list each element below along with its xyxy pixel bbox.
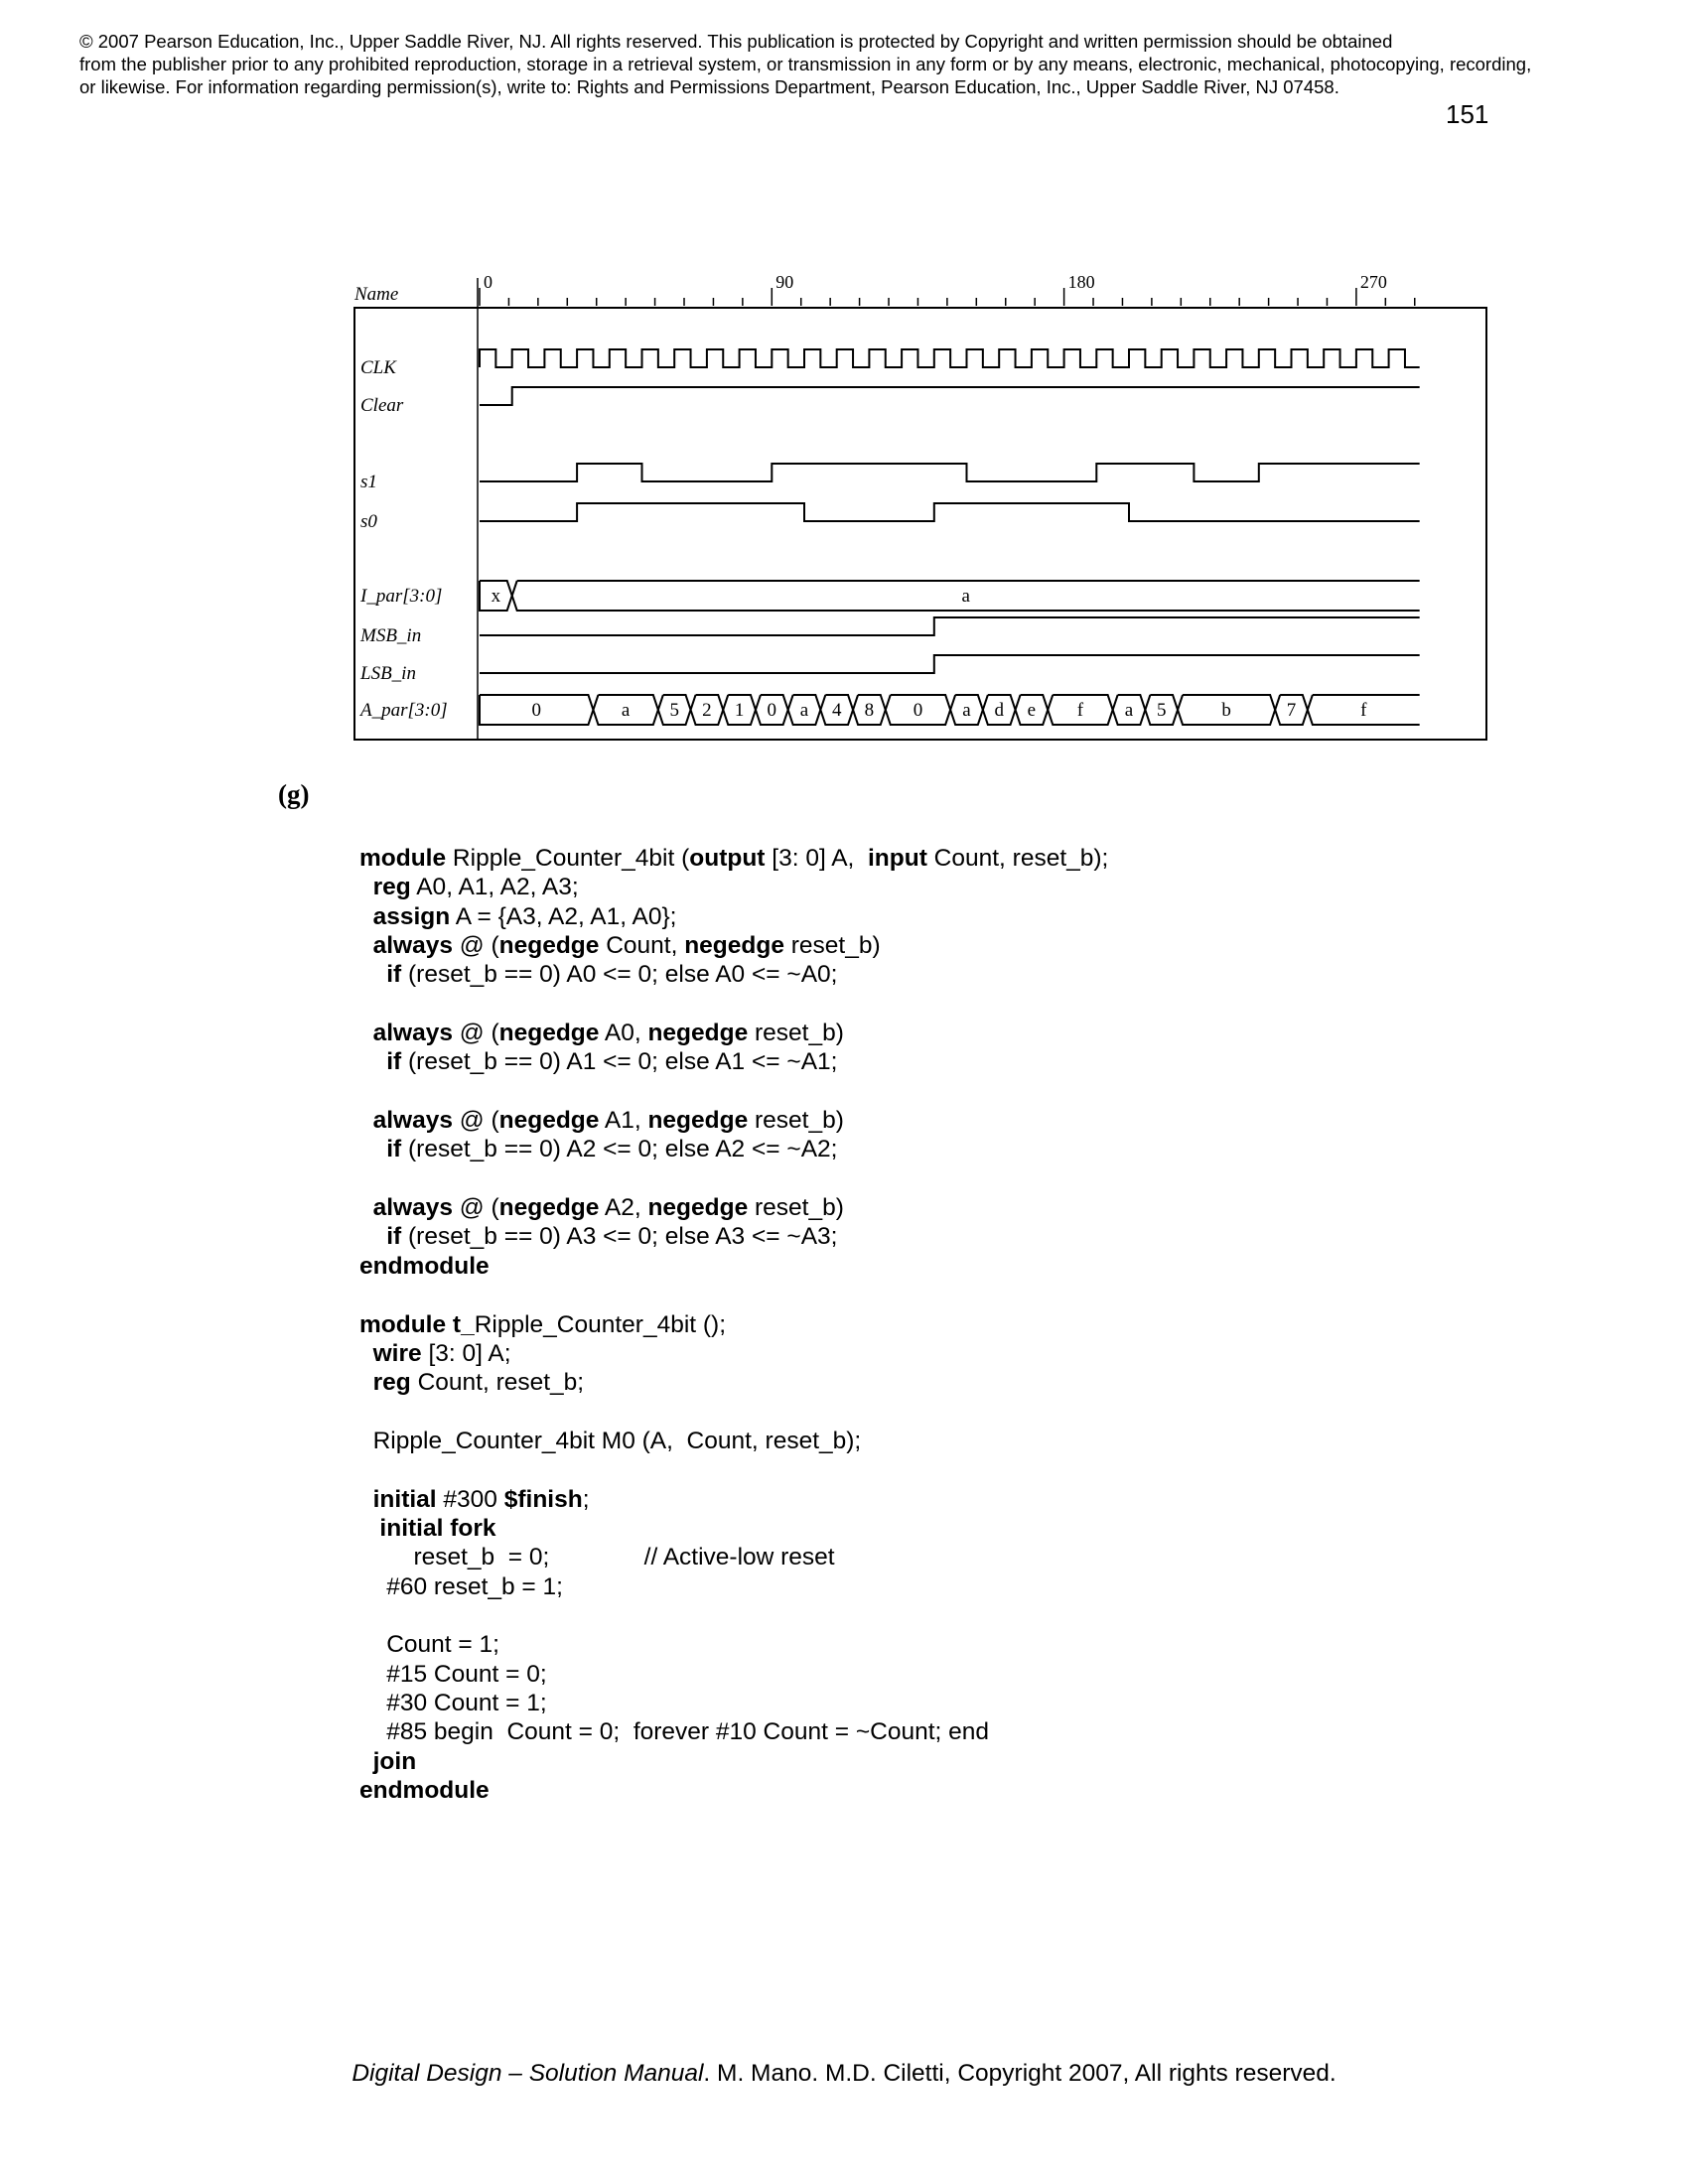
code-text: A0, [599, 1020, 648, 1047]
footer-book-title: Digital Design – Solution Manual [352, 2060, 704, 2087]
code-text: #60 reset_b = 1; [359, 1572, 563, 1600]
code-line [359, 1368, 1108, 1397]
code-line [359, 1514, 1108, 1543]
code-text [359, 1223, 386, 1250]
code-keyword: negedge [647, 1107, 749, 1135]
code-keyword: input [867, 845, 927, 872]
code-text: A = {A3, A2, A1, A0}; [450, 902, 677, 930]
code-line [359, 1019, 1108, 1047]
code-text: Count, [599, 932, 685, 960]
code-text: A1, [599, 1107, 648, 1135]
code-text: reset_b = 0; // Active-low reset [359, 1544, 835, 1571]
code-keyword: output [689, 845, 766, 872]
code-keyword: always [372, 1107, 453, 1135]
code-line [359, 1776, 1108, 1805]
code-line [359, 1543, 1108, 1571]
code-line [359, 931, 1108, 960]
code-text [359, 1048, 386, 1075]
bus-value-label: f [1076, 700, 1084, 721]
code-line [359, 1106, 1108, 1135]
code-keyword: initial [372, 1485, 437, 1513]
code-text [359, 961, 386, 988]
code-keyword: negedge [498, 1194, 600, 1222]
code-keyword: if [386, 1223, 402, 1251]
bus-value-label: 0 [767, 700, 777, 721]
code-line [359, 990, 1108, 1019]
code-line [359, 1135, 1108, 1163]
bus-value-label: f [1360, 700, 1367, 721]
copyright-line: from the publisher prior to any prohibited reproduction, storage in a retrieval system, or transmission in any form or by any means, electronic, mechanical, photocopying, recording, [79, 54, 1532, 74]
page-number: 151 [1446, 99, 1489, 129]
signal-name-label: I_par[3:0] [360, 586, 443, 607]
bit-waveform [480, 387, 1420, 405]
code-line [359, 844, 1108, 873]
signal-name-label: MSB_in [360, 625, 422, 646]
bus-value-label: 2 [702, 700, 712, 721]
code-text: Ripple_Counter_4bit M0 (A, Count, reset_b); [359, 1427, 862, 1454]
code-keyword: if [386, 1136, 402, 1163]
code-text [359, 1136, 386, 1162]
verilog-code-listing [359, 844, 1108, 1805]
code-line [359, 1455, 1108, 1484]
code-keyword: if [386, 961, 402, 989]
code-text [359, 1194, 373, 1221]
footer-credits: . M. Mano. M.D. Ciletti, Copyright 2007, All rights reserved. [703, 2060, 1336, 2087]
code-text: (reset_b == 0) A1 <= 0; else A1 <= ~A1; [401, 1048, 838, 1076]
code-line [359, 960, 1108, 989]
bus-value-label: 1 [734, 700, 745, 721]
signal-name-label: Clear [360, 395, 404, 416]
code-keyword: always [372, 1194, 453, 1222]
code-line [359, 1601, 1108, 1630]
code-keyword: assign [372, 902, 451, 930]
code-line [359, 1485, 1108, 1514]
code-keyword: negedge [647, 1194, 749, 1222]
code-text: Ripple_Counter_4bit (); [474, 1310, 727, 1338]
code-text: reset_b) [748, 1194, 844, 1222]
bus-value-label: d [994, 700, 1004, 721]
code-keyword: reg [372, 1369, 411, 1397]
bus-value-label: a [621, 700, 631, 721]
axis-tick-label: 180 [1067, 272, 1095, 292]
bus-value-label: x [491, 586, 501, 607]
code-line [359, 1222, 1108, 1251]
code-line [359, 902, 1108, 931]
code-keyword: always [372, 1020, 453, 1047]
bus-value-label: 0 [913, 700, 923, 721]
code-text [359, 1369, 373, 1396]
code-line [359, 1630, 1108, 1659]
code-line [359, 1281, 1108, 1309]
code-text: [3: 0] A; [421, 1339, 511, 1367]
code-text: #15 Count = 0; [359, 1660, 547, 1688]
bus-value-label: 8 [864, 700, 875, 721]
code-keyword: module [359, 845, 447, 872]
code-text: Ripple_Counter_4bit ( [446, 845, 690, 872]
code-keyword: $finish [503, 1485, 583, 1513]
bus-value-label: 5 [669, 700, 679, 721]
code-text [359, 1486, 373, 1513]
code-keyword: reg [372, 874, 411, 901]
bus-value-label: a [1124, 700, 1134, 721]
axis-tick-label: 0 [484, 272, 492, 292]
code-line [359, 1339, 1108, 1368]
code-line [359, 1747, 1108, 1776]
code-keyword: negedge [684, 932, 784, 960]
signal-name-label: s1 [360, 472, 377, 492]
code-line [359, 1047, 1108, 1076]
bit-waveform [480, 655, 1420, 673]
code-keyword: always [372, 932, 453, 960]
code-text [359, 1515, 379, 1542]
code-text: #300 [436, 1485, 504, 1513]
signal-name-label: s0 [360, 511, 377, 532]
code-keyword: endmodule [359, 1252, 490, 1280]
code-text: #30 Count = 1; [359, 1689, 547, 1716]
code-text: (reset_b == 0) A0 <= 0; else A0 <= ~A0; [401, 961, 838, 989]
bus-value-label: 0 [531, 700, 541, 721]
bit-waveform [480, 503, 1420, 521]
code-text: [3: 0] A, [765, 845, 868, 872]
signal-name-label: A_par[3:0] [360, 700, 448, 721]
code-text: Count = 1; [359, 1631, 499, 1659]
code-text [359, 1748, 373, 1775]
code-keyword: join [372, 1747, 417, 1775]
code-line [359, 1717, 1108, 1746]
bit-waveform [480, 617, 1420, 635]
code-line [359, 1660, 1108, 1689]
code-text [359, 1340, 373, 1367]
code-line [359, 1077, 1108, 1106]
name-column-header: Name [354, 284, 399, 305]
copyright-line: © 2007 Pearson Education, Inc., Upper Saddle River, NJ. All rights reserved. This publication is protected by Copyright and written permission should be obtained [79, 31, 1393, 52]
bus-value-label: a [799, 700, 809, 721]
code-text: @ ( [453, 1020, 499, 1047]
code-text [359, 903, 373, 930]
code-line [359, 1572, 1108, 1601]
code-text: reset_b) [748, 1020, 844, 1047]
code-keyword: negedge [498, 932, 600, 960]
clock-waveform [480, 349, 1420, 367]
signal-name-label: LSB_in [360, 663, 416, 684]
page-footer [0, 2060, 1688, 2088]
code-text: (reset_b == 0) A2 <= 0; else A2 <= ~A2; [401, 1136, 838, 1163]
code-keyword: negedge [647, 1020, 749, 1047]
code-text [359, 1020, 373, 1046]
code-text: #85 begin Count = 0; forever #10 Count = ~Count; end [359, 1718, 990, 1746]
code-keyword: wire [372, 1339, 422, 1367]
code-line [359, 1398, 1108, 1427]
code-keyword: negedge [498, 1107, 600, 1135]
section-label: (g) [278, 779, 310, 809]
code-text: @ ( [453, 932, 499, 960]
code-keyword: initial fork [379, 1514, 496, 1542]
code-line [359, 1164, 1108, 1193]
bus-value-label: e [1027, 700, 1037, 721]
code-keyword: module t_ [359, 1310, 475, 1338]
code-text: A2, [599, 1194, 648, 1222]
bus-value-label: a [961, 586, 970, 607]
bit-waveform [480, 464, 1420, 481]
code-line [359, 1427, 1108, 1455]
copyright-line: or likewise. For information regarding permission(s), write to: Rights and Permissions Department, Pearson Education, Inc., Upper Saddle River, NJ 07458. [79, 76, 1339, 97]
axis-tick-label: 270 [1359, 272, 1387, 292]
bus-value-label: b [1221, 700, 1231, 721]
bus-value-label: a [962, 700, 971, 721]
code-keyword: endmodule [359, 1777, 490, 1804]
bus-value-label: 7 [1286, 700, 1297, 721]
code-text [359, 874, 373, 900]
code-text: ; [582, 1485, 590, 1513]
code-line [359, 873, 1108, 901]
code-line [359, 1252, 1108, 1281]
code-text: @ ( [453, 1107, 499, 1135]
bus-value-label: 4 [831, 700, 842, 721]
code-text: @ ( [453, 1194, 499, 1222]
code-keyword: negedge [498, 1020, 600, 1047]
code-text [359, 1107, 373, 1134]
code-line [359, 1193, 1108, 1222]
code-text: reset_b) [748, 1107, 844, 1135]
code-text: Count, reset_b; [410, 1369, 585, 1397]
code-line [359, 1689, 1108, 1717]
code-text: A0, A1, A2, A3; [410, 874, 579, 901]
code-text: reset_b) [783, 932, 881, 960]
code-line [359, 1310, 1108, 1339]
axis-tick-label: 90 [775, 272, 794, 292]
code-keyword: if [386, 1048, 402, 1076]
code-text [359, 932, 373, 959]
diagram-frame [354, 308, 1486, 740]
signal-name-label: CLK [360, 357, 396, 378]
bus-value-label: 5 [1156, 700, 1167, 721]
code-text: (reset_b == 0) A3 <= 0; else A3 <= ~A3; [401, 1223, 838, 1251]
code-text: Count, reset_b); [926, 845, 1109, 872]
